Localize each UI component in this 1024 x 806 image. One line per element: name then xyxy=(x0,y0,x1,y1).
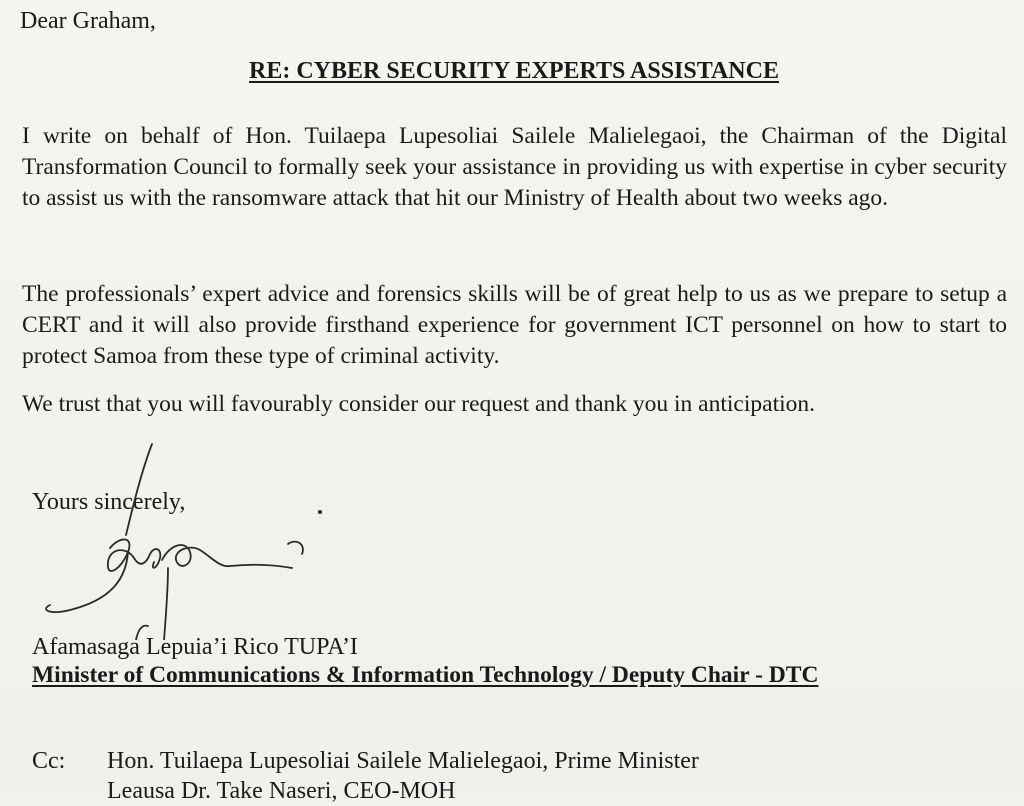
cc-list xyxy=(107,746,699,806)
body-paragraph-2: The professionals’ expert advice and forensics skills will be of great help to us as we prepare to setup a CERT and it will also provide firsthand experience for government ICT personnel on how to start to protect Samoa from these type of criminal activity. xyxy=(22,281,1007,369)
handwritten-signature-icon xyxy=(30,440,350,640)
cc-item: Hon. Tuilaepa Lupesoliai Sailele Malielegaoi, Prime Minister xyxy=(107,748,699,774)
signer-title: Minister of Communications & Information Technology / Deputy Chair - DTC xyxy=(32,662,819,688)
subject-line: RE: CYBER SECURITY EXPERTS ASSISTANCE xyxy=(249,58,779,84)
closing: Yours sincerely, xyxy=(32,489,186,515)
signer-name: Afamasaga Lepuia’i Rico TUPA’I xyxy=(32,634,358,660)
cc-item: Leausa Dr. Take Naseri, CEO-MOH xyxy=(107,778,456,804)
body-paragraph-1: I write on behalf of Hon. Tuilaepa Lupesoliai Sailele Malielegaoi, the Chairman of the Digital Transformation Council to formally seek your assistance in providing us with expertise in cyber security to assist us with the ransomware attack that hit our Ministry of Health about two weeks ago. xyxy=(22,123,1007,211)
body-paragraph-3: We trust that you will favourably consider our request and thank you in anticipation. xyxy=(22,391,815,417)
salutation: Dear Graham, xyxy=(20,8,156,34)
cc-label: Cc: xyxy=(32,748,66,774)
